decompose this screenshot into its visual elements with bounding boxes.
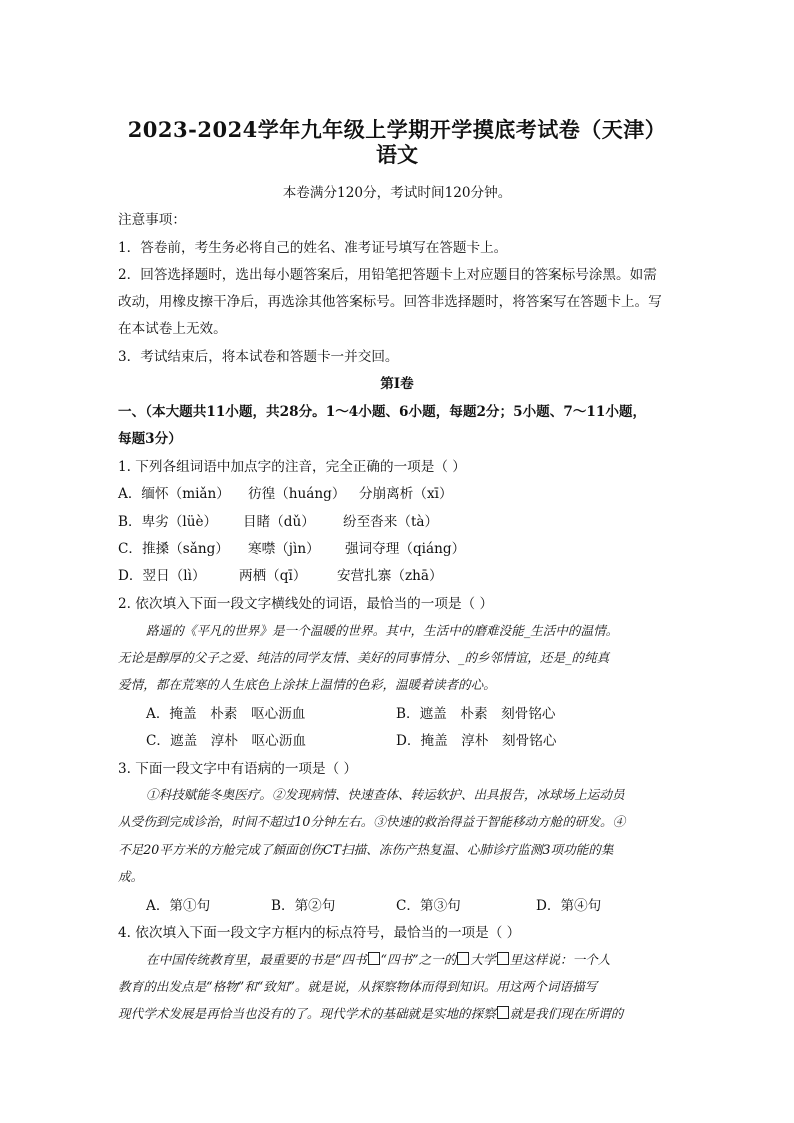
q4-p3-b: 就是我们现在所谓的 (509, 1006, 624, 1021)
q4-stem: 4. 依次填入下面一段文字方框内的标点符号，最恰当的一项是（ ） (118, 925, 521, 941)
q4-p1-d: 里这样说：一个人 (509, 952, 611, 967)
note-3: 3．考试结束后，将本试卷和答题卡一并交回。 (118, 349, 399, 365)
q4-p3-a: 现代学术发展是再恰当也没有的了。现代学术的基础就是实地的探察 (118, 1006, 496, 1021)
part-heading: 第Ⅰ卷 (380, 376, 414, 392)
q2-option-a: A．掩盖 朴素 呕心沥血 (146, 706, 306, 722)
q3-option-b: B．第②句 (271, 898, 336, 914)
page-title: 2023-2024学年九年级上学期开学摸底考试卷（天津） (127, 117, 667, 142)
q3-option-c: C．第③句 (396, 898, 461, 914)
subject-title: 语文 (376, 142, 418, 167)
q4-passage-line-1 (146, 949, 676, 968)
note-2-line-3: 在本试卷上无效。 (118, 321, 227, 337)
q2-option-d: D．掩盖 淳朴 刻骨铭心 (396, 733, 557, 749)
q3-passage-line-4: 成。 (118, 869, 144, 884)
notes-heading: 注意事项： (118, 212, 186, 228)
q3-passage-line-3: 不足20平方米的方舱完成了頠面创伤CT扫描、冻伤产热复温、心肺诊疗监测3项功能的集 (118, 842, 614, 857)
q1-c-2: 寒噤（jìn） (248, 541, 320, 557)
q1-option-b (118, 510, 676, 530)
blank-box (457, 952, 469, 965)
q3-option-d: D．第④句 (536, 898, 602, 914)
q1-stem: 1. 下列各组词语中加点字的注音，完全正确的一项是（ ） (118, 459, 466, 475)
q1-c-3: 强词夺理（qiáng） (345, 541, 466, 557)
q4-p1-a: 在中国传统教育里，最重要的书是“四书 (146, 952, 367, 967)
q1-b-3: 纷至沓来（tà） (343, 514, 439, 530)
q1-d-1: D．翌日（lì） (118, 568, 206, 584)
q3-option-a: A．第①句 (146, 898, 211, 914)
exam-meta: 本卷满分120分，考试时间120分钟。 (282, 185, 512, 201)
q1-option-a (118, 482, 676, 502)
q4-passage-line-2: 教育的出发点是“格物”和“致知”。就是说，从探察物体而得到知识。用这两个词语描写 (118, 979, 598, 994)
q1-a-1: A．缅怀（miǎn） (118, 486, 230, 502)
q1-b-2: 目睹（dǔ） (243, 514, 315, 530)
q4-p1-c: 大学 (470, 952, 496, 967)
q4-passage-line-3 (118, 1003, 676, 1022)
q2-option-c: C．遮盖 淳朴 呕心沥血 (146, 733, 306, 749)
blank-box (368, 952, 380, 965)
q1-a-2: 彷徨（huáng） (248, 486, 346, 502)
q2-passage-line-2: 无论是醇厚的父子之爱、纯洁的同学友情、美好的同事情分、_的乡邻情谊，还是_的纯真 (118, 650, 610, 665)
q2-stem: 2. 依次填入下面一段文字横线处的词语，最恰当的一项是（ ） (118, 596, 494, 612)
q1-d-2: 两栖（qī） (239, 568, 307, 584)
q3-stem: 3. 下面一段文字中有语病的一项是（ ） (118, 761, 358, 777)
q2-options-row-2 (146, 729, 676, 749)
blank-box (497, 1006, 509, 1019)
note-1: 1．答卷前，考生务必将自己的姓名、准考证号填写在答题卡上。 (118, 240, 508, 256)
q1-c-1: C．推搡（sǎng） (118, 541, 229, 557)
q1-option-d (118, 564, 676, 584)
blank-box (497, 952, 509, 965)
q2-option-b: B．遮盖 朴素 刻骨铭心 (396, 706, 556, 722)
note-2-line-2: 改动，用橡皮擦干净后，再选涂其他答案标号。回答非选择题时，将答案写在答题卡上。写 (118, 294, 662, 310)
q1-b-1: B．卑劣（lüè） (118, 514, 218, 530)
q1-option-c (118, 537, 676, 557)
q3-options (146, 894, 676, 914)
q2-passage-line-3: 爱情，都在荒寒的人生底色上涂抹上温情的色彩，温暖着读者的心。 (118, 677, 496, 692)
q1-a-3: 分崩离析（xī） (359, 486, 453, 502)
note-2-line-1: 2．回答选择题时，选出每小题答案后，用铅笔把答题卡上对应题目的答案标号涂黑。如需 (118, 267, 657, 283)
q2-options-row-1 (146, 702, 676, 722)
q4-p1-b: “四书”之一的 (380, 952, 457, 967)
q1-d-3: 安营扎寨（zhā） (337, 568, 443, 584)
q3-passage-line-2: 从受伤到完成诊治，时间不超过10分钟左右。③快速的救治得益于智能移动方舱的研发。④ (118, 814, 626, 829)
q3-passage-line-1: ①科技赋能冬奥医疗。②发现病情、快速查体、转运软护、出具报告，冰球场上运动员 (146, 787, 625, 802)
q2-passage-line-1: 路遥的《平凡的世界》是一个温暖的世界。其中，生活中的磨难没能_生活中的温情。 (146, 623, 619, 638)
section-heading-line-1: 一、（本大题共11小题，共28分。1～4小题、6小题，每题2分；5小题、7～11小题， (118, 404, 647, 420)
section-heading-line-2: 每题3分） (118, 431, 182, 447)
